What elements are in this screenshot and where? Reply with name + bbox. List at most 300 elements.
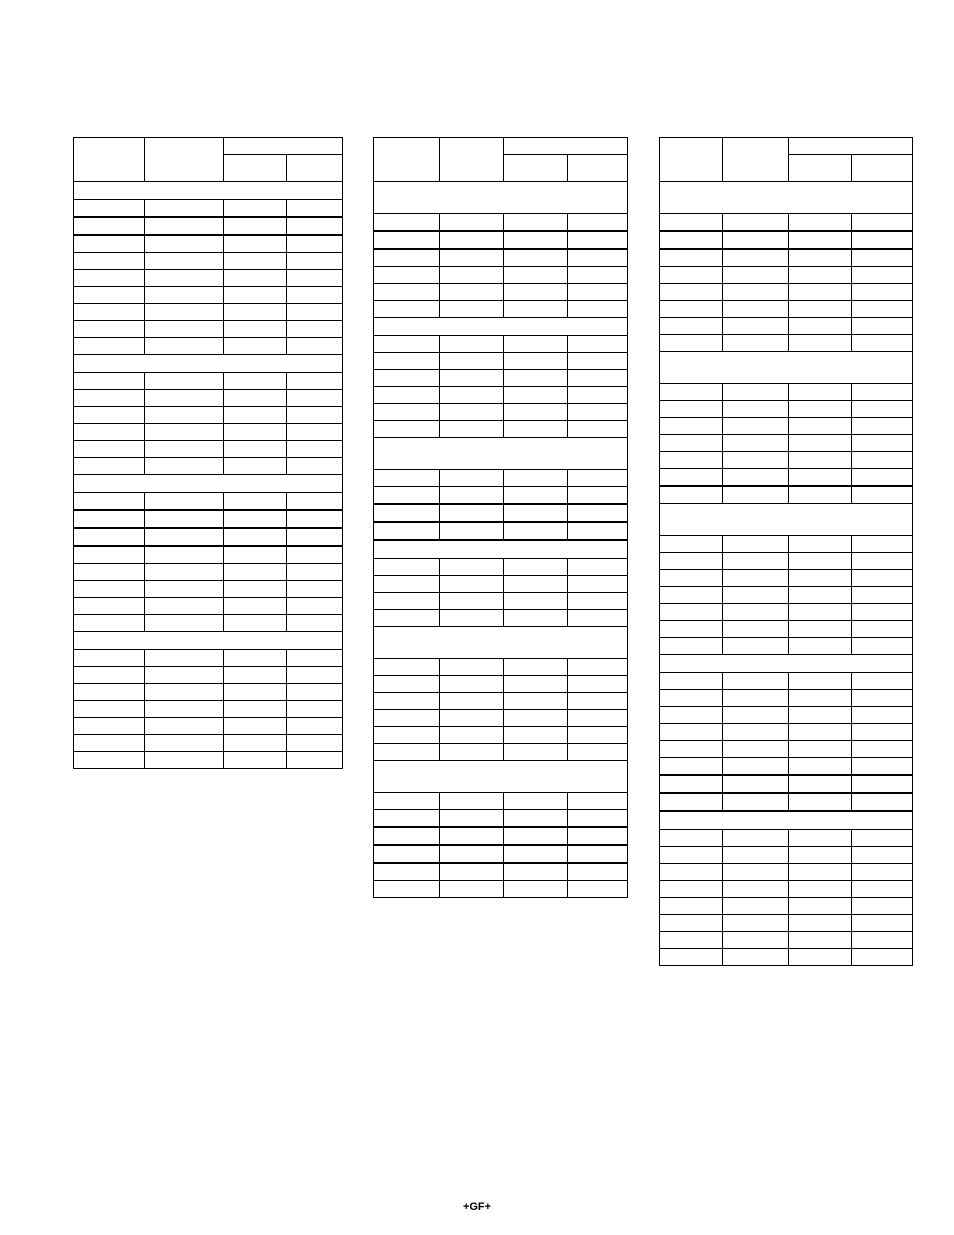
table-cell — [145, 441, 224, 458]
table-row — [74, 270, 343, 287]
table-row — [660, 758, 913, 776]
table-cell — [504, 214, 568, 232]
table-cell — [789, 553, 852, 570]
table-cell — [660, 949, 723, 966]
section-row — [74, 632, 343, 650]
table-cell — [287, 270, 343, 287]
table-cell — [852, 932, 913, 949]
table-row — [660, 284, 913, 301]
table-cell — [723, 898, 789, 915]
table-row — [74, 735, 343, 752]
table-cell — [568, 249, 628, 267]
section-cell — [374, 438, 628, 470]
table-cell — [145, 752, 224, 769]
header-cell — [440, 138, 504, 182]
table-cell — [224, 598, 287, 615]
table-cell — [852, 301, 913, 318]
table-cell — [852, 401, 913, 418]
table-row — [74, 615, 343, 632]
section-cell — [74, 632, 343, 650]
section-cell — [660, 182, 913, 214]
header-cell — [660, 138, 723, 182]
table-cell — [374, 370, 440, 387]
table-cell — [74, 235, 145, 253]
table-cell — [568, 845, 628, 863]
table-cell — [852, 881, 913, 898]
header-cell — [224, 155, 287, 182]
table-cell — [852, 621, 913, 638]
table-cell — [789, 249, 852, 267]
table-cell — [504, 336, 568, 353]
table-cell — [568, 231, 628, 249]
table-row — [660, 724, 913, 741]
table-cell — [224, 338, 287, 355]
table-cell — [440, 793, 504, 810]
table-cell — [145, 321, 224, 338]
table-row — [374, 353, 628, 370]
table-cell — [287, 581, 343, 598]
table-cell — [224, 287, 287, 304]
table-cell — [504, 231, 568, 249]
table-cell — [74, 564, 145, 581]
table-cell — [789, 847, 852, 864]
table-cell — [74, 684, 145, 701]
table-cell — [789, 707, 852, 724]
table-cell — [74, 528, 145, 546]
table-cell — [789, 587, 852, 604]
table-cell — [440, 693, 504, 710]
table-cell — [660, 301, 723, 318]
table-cell — [852, 741, 913, 758]
table-cell — [224, 735, 287, 752]
table-row — [660, 435, 913, 452]
table-cell — [374, 845, 440, 863]
header-cell — [287, 155, 343, 182]
table-cell — [374, 881, 440, 898]
table-cell — [504, 676, 568, 693]
section-row — [74, 182, 343, 200]
table-cell — [789, 267, 852, 284]
table-cell — [287, 338, 343, 355]
table-cell — [145, 735, 224, 752]
table-row — [74, 684, 343, 701]
table-cell — [74, 253, 145, 270]
table-cell — [568, 214, 628, 232]
table-section — [374, 438, 628, 541]
table-cell — [852, 915, 913, 932]
table-row — [374, 470, 628, 487]
table-cell — [723, 915, 789, 932]
table-cell — [852, 690, 913, 707]
table-header-row — [660, 138, 913, 155]
table-cell — [145, 615, 224, 632]
table-cell — [224, 253, 287, 270]
table-row — [374, 249, 628, 267]
table-cell — [723, 536, 789, 553]
table-cell — [789, 401, 852, 418]
table-cell — [440, 504, 504, 522]
table-row — [660, 621, 913, 638]
table-cell — [568, 267, 628, 284]
section-cell — [660, 352, 913, 384]
table-cell — [74, 615, 145, 632]
table-cell — [660, 231, 723, 249]
table-cell — [504, 470, 568, 487]
table-cell — [145, 493, 224, 511]
table-row — [660, 418, 913, 435]
table-cell — [374, 404, 440, 421]
table-cell — [145, 667, 224, 684]
table-cell — [723, 587, 789, 604]
table-cell — [852, 318, 913, 335]
table-row — [660, 231, 913, 249]
table-row — [74, 701, 343, 718]
header-cell — [852, 155, 913, 182]
table-cell — [74, 510, 145, 528]
table-cell — [74, 493, 145, 511]
table-cell — [440, 487, 504, 505]
table-cell — [504, 504, 568, 522]
table-row — [74, 287, 343, 304]
table-cell — [287, 735, 343, 752]
table-cell — [660, 915, 723, 932]
section-row — [660, 655, 913, 673]
table-cell — [660, 621, 723, 638]
table-cell — [224, 718, 287, 735]
table-cell — [789, 915, 852, 932]
table-cell — [660, 536, 723, 553]
table-cell — [287, 407, 343, 424]
table-cell — [789, 335, 852, 352]
table-cell — [287, 667, 343, 684]
table-row — [660, 401, 913, 418]
table-cell — [374, 610, 440, 627]
table-row — [374, 659, 628, 676]
table-cell — [723, 214, 789, 232]
table-row — [374, 421, 628, 438]
table-row — [660, 384, 913, 401]
table-cell — [852, 673, 913, 690]
header-cell — [504, 155, 568, 182]
table-cell — [224, 270, 287, 287]
table-cell — [789, 690, 852, 707]
table-cell — [723, 621, 789, 638]
table-row — [660, 335, 913, 352]
table-cell — [440, 744, 504, 761]
section-cell — [374, 540, 628, 559]
table-cell — [440, 249, 504, 267]
table-row — [74, 235, 343, 253]
table-cell — [145, 235, 224, 253]
table-row — [374, 881, 628, 898]
table-cell — [852, 570, 913, 587]
header-group-cell — [224, 138, 343, 155]
table-cell — [789, 793, 852, 811]
table-cell — [374, 504, 440, 522]
table-cell — [852, 486, 913, 504]
table-cell — [660, 604, 723, 621]
table-row — [74, 458, 343, 475]
table-row — [374, 727, 628, 744]
table-cell — [504, 593, 568, 610]
middle-table — [373, 137, 628, 898]
table-row — [74, 752, 343, 769]
table-cell — [852, 214, 913, 232]
table-cell — [440, 336, 504, 353]
table-cell — [287, 493, 343, 511]
table-row — [374, 504, 628, 522]
table-cell — [440, 522, 504, 540]
table-cell — [74, 598, 145, 615]
section-cell — [660, 811, 913, 830]
table-cell — [568, 610, 628, 627]
table-cell — [789, 384, 852, 401]
table-cell — [852, 898, 913, 915]
table-cell — [504, 863, 568, 881]
table-row — [660, 881, 913, 898]
table-cell — [224, 441, 287, 458]
table-row — [660, 214, 913, 232]
section-row — [660, 352, 913, 384]
table-cell — [287, 650, 343, 667]
table-cell — [74, 287, 145, 304]
table-cell — [145, 718, 224, 735]
table-cell — [789, 741, 852, 758]
table-cell — [374, 727, 440, 744]
table-cell — [374, 470, 440, 487]
table-cell — [852, 587, 913, 604]
table-cell — [852, 638, 913, 655]
table-cell — [224, 407, 287, 424]
table-cell — [74, 304, 145, 321]
table-cell — [568, 659, 628, 676]
table-cell — [723, 570, 789, 587]
table-cell — [224, 390, 287, 407]
section-cell — [74, 355, 343, 373]
table-cell — [723, 486, 789, 504]
table-cell — [723, 452, 789, 469]
table-cell — [723, 384, 789, 401]
table-cell — [374, 827, 440, 845]
table-cell — [145, 528, 224, 546]
header-group-cell — [789, 138, 913, 155]
table-cell — [224, 373, 287, 390]
table-row — [374, 576, 628, 593]
table-cell — [224, 458, 287, 475]
table-cell — [145, 270, 224, 287]
table-cell — [660, 418, 723, 435]
table-cell — [723, 847, 789, 864]
table-row — [374, 404, 628, 421]
table-cell — [789, 570, 852, 587]
table-cell — [224, 650, 287, 667]
table-cell — [789, 621, 852, 638]
table-row — [374, 387, 628, 404]
section-row — [74, 355, 343, 373]
table-cell — [287, 458, 343, 475]
table-cell — [287, 217, 343, 235]
table-cell — [440, 845, 504, 863]
table-cell — [568, 522, 628, 540]
table-cell — [440, 610, 504, 627]
table-row — [74, 493, 343, 511]
table-row — [74, 407, 343, 424]
table-cell — [224, 493, 287, 511]
table-cell — [723, 741, 789, 758]
table-cell — [568, 470, 628, 487]
table-cell — [145, 458, 224, 475]
table-cell — [504, 810, 568, 828]
table-row — [374, 593, 628, 610]
table-cell — [74, 667, 145, 684]
table-row — [660, 673, 913, 690]
table-cell — [723, 418, 789, 435]
table-cell — [504, 744, 568, 761]
table-cell — [440, 810, 504, 828]
table-row — [374, 810, 628, 828]
table-row — [660, 775, 913, 793]
table-section — [660, 352, 913, 504]
table-row — [660, 604, 913, 621]
table-cell — [660, 898, 723, 915]
table-row — [374, 370, 628, 387]
table-cell — [374, 214, 440, 232]
table-cell — [224, 701, 287, 718]
table-cell — [287, 528, 343, 546]
section-row — [74, 475, 343, 493]
table-cell — [723, 604, 789, 621]
table-cell — [660, 932, 723, 949]
table-cell — [504, 827, 568, 845]
table-cell — [440, 421, 504, 438]
table-cell — [374, 284, 440, 301]
table-cell — [224, 546, 287, 564]
table-row — [74, 338, 343, 355]
table-cell — [660, 793, 723, 811]
table-cell — [287, 200, 343, 218]
table-cell — [504, 284, 568, 301]
table-cell — [145, 390, 224, 407]
table-section — [374, 627, 628, 761]
table-cell — [852, 553, 913, 570]
table-cell — [287, 390, 343, 407]
table-cell — [852, 724, 913, 741]
table-row — [374, 301, 628, 318]
table-cell — [789, 231, 852, 249]
table-cell — [660, 553, 723, 570]
table-cell — [440, 301, 504, 318]
table-cell — [504, 693, 568, 710]
table-cell — [789, 435, 852, 452]
table-row — [660, 587, 913, 604]
table-cell — [504, 370, 568, 387]
table-cell — [287, 510, 343, 528]
section-row — [374, 540, 628, 559]
table-cell — [660, 435, 723, 452]
table-cell — [568, 301, 628, 318]
table-cell — [74, 752, 145, 769]
table-cell — [789, 724, 852, 741]
table-row — [660, 847, 913, 864]
section-row — [374, 627, 628, 659]
gf-logo: +GF+ — [462, 1201, 492, 1213]
table-cell — [440, 370, 504, 387]
table-cell — [74, 373, 145, 390]
table-row — [374, 610, 628, 627]
table-cell — [224, 615, 287, 632]
table-section — [374, 761, 628, 898]
table-cell — [568, 284, 628, 301]
table-cell — [504, 387, 568, 404]
table-cell — [504, 793, 568, 810]
table-cell — [852, 775, 913, 793]
table-cell — [287, 615, 343, 632]
table-cell — [440, 710, 504, 727]
table-row — [660, 707, 913, 724]
table-cell — [374, 336, 440, 353]
table-cell — [74, 338, 145, 355]
table-cell — [74, 650, 145, 667]
table-cell — [660, 864, 723, 881]
table-cell — [723, 690, 789, 707]
table-cell — [660, 724, 723, 741]
section-row — [374, 761, 628, 793]
table-cell — [723, 284, 789, 301]
table-cell — [224, 321, 287, 338]
table-cell — [287, 424, 343, 441]
table-cell — [789, 932, 852, 949]
table-section — [660, 504, 913, 655]
table-cell — [287, 253, 343, 270]
table-cell — [145, 200, 224, 218]
table-cell — [852, 469, 913, 487]
table-cell — [789, 898, 852, 915]
table-row — [374, 827, 628, 845]
table-row — [660, 915, 913, 932]
table-cell — [440, 593, 504, 610]
table-cell — [660, 284, 723, 301]
table-cell — [74, 424, 145, 441]
table-cell — [145, 253, 224, 270]
table-cell — [568, 744, 628, 761]
table-cell — [145, 581, 224, 598]
table-cell — [568, 487, 628, 505]
table-row — [74, 667, 343, 684]
table-cell — [224, 528, 287, 546]
table-cell — [852, 452, 913, 469]
table-cell — [374, 387, 440, 404]
table-section — [374, 182, 628, 318]
table-cell — [789, 673, 852, 690]
table-row — [660, 793, 913, 811]
table-cell — [568, 504, 628, 522]
right-table — [659, 137, 913, 966]
table-cell — [660, 690, 723, 707]
table-cell — [568, 676, 628, 693]
table-cell — [504, 353, 568, 370]
table-row — [374, 693, 628, 710]
table-cell — [287, 321, 343, 338]
table-section — [74, 475, 343, 632]
table-cell — [504, 404, 568, 421]
section-row — [374, 318, 628, 336]
table-section — [374, 540, 628, 627]
table-cell — [224, 510, 287, 528]
table-cell — [440, 827, 504, 845]
table-section — [660, 655, 913, 812]
table-row — [660, 741, 913, 758]
section-cell — [660, 655, 913, 673]
